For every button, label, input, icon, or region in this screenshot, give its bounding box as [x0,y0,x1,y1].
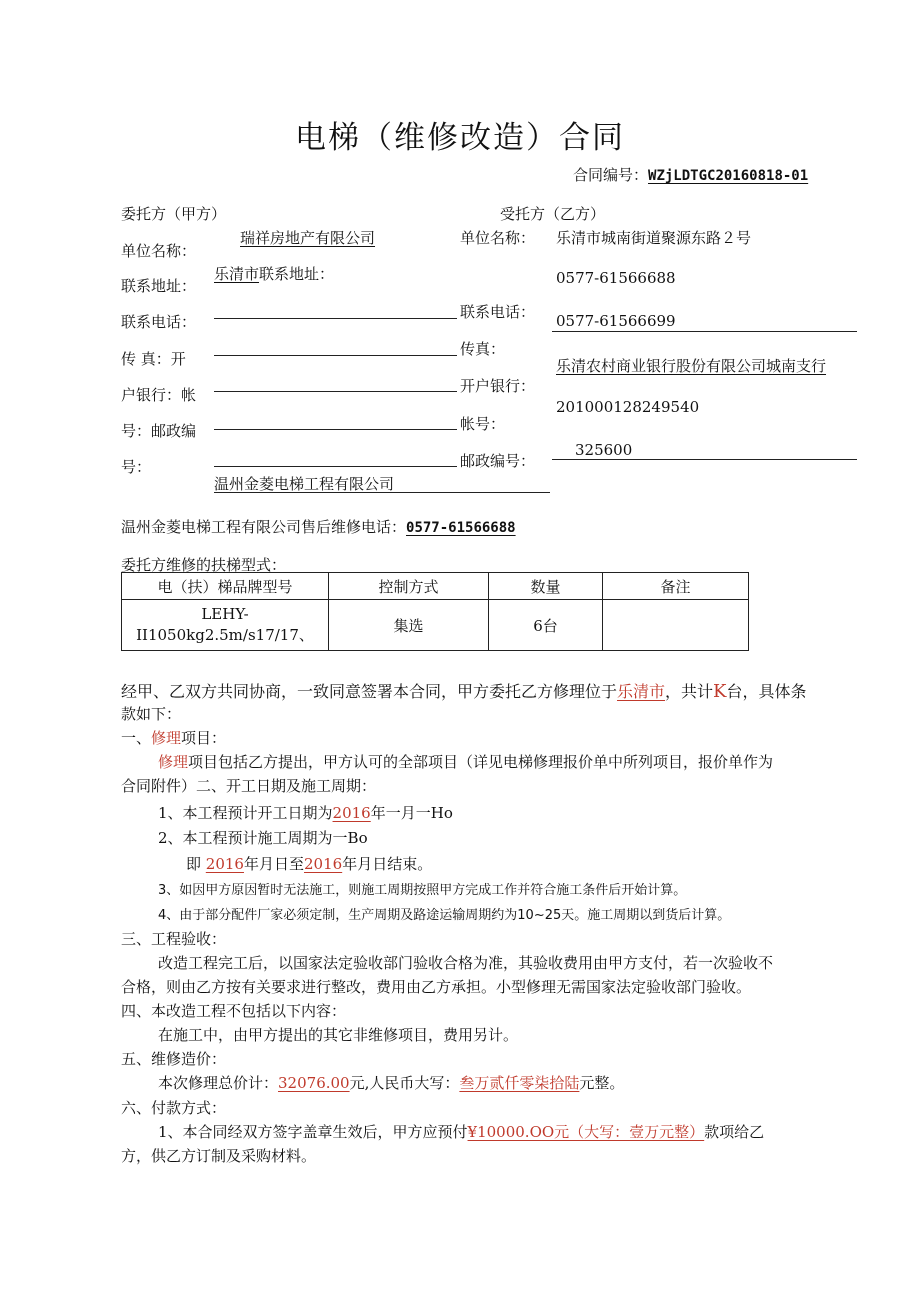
party-a-fax-label: 传 真：开 [121,350,186,368]
party-a-account-label: 号：邮政编 [121,422,197,440]
party-a-phone-label: 联系电话： [121,313,197,331]
table-header-row [122,573,749,600]
party-b-postcode-value: 325600 [575,441,633,459]
s2-i2b-y2: 2016 [304,855,343,873]
cell-note [603,600,749,651]
s1-body-a: 项目包括乙方提出，甲方认可的全部项目（详见电梯修理报价单中所列项目，报价单作为 [188,753,774,771]
table-caption: 委托方维修的扶梯型式： [121,556,287,574]
s1-head-b: 项目： [181,729,227,747]
s2-item-2b [186,853,432,874]
contract-number [573,164,808,185]
party-b-postcode-underline [552,459,857,460]
section-4-line-1: 在施工中，由甲方提出的其它非维修项目，费用另计。 [158,1026,519,1044]
party-a-address-row [214,263,334,284]
s5-b: 元,人民币大写： [349,1074,460,1092]
party-a-unit-value: 瑞祥房地产有限公司 [240,229,376,247]
s2-item-4: 4、由于部分配件厂家必须定制，生产周期及路途运输周期约为10~25天。施工周期以到货后计算。 [158,908,731,923]
cell-control: 集选 [329,600,489,651]
s1-num: 一、 [121,729,152,747]
section-3-line-1: 改造工程完工后，以国家法定验收部门验收合格为准，其验收费用由甲方支付，若一次验收不 [158,954,774,972]
section-6-heading: 六、付款方式： [121,1099,227,1117]
section-1-heading [121,727,226,748]
section-5-line-1 [158,1072,624,1093]
blank-line-phone [214,318,457,319]
intro-line-2: 款如下： [121,705,182,723]
party-b-unit-label: 单位名称： [460,229,536,247]
party-a-bank-label: 户银行：帐 [121,386,197,404]
party-b-address-label: 联系地址： [259,265,335,283]
s5-amount: 32076.00 [278,1074,350,1092]
party-b-fax-value: 乐清农村商业银行股份有限公司城南支行 [556,357,827,375]
party-a-address-label: 联系地址： [121,277,197,295]
blank-line-bank [214,391,457,392]
s1-head-red: 修理 [151,729,182,747]
intro-text: 经甲、乙双方共同协商，一致同意签署本合同，甲方委托乙方修理位于 [121,682,618,701]
section-6-line-1 [158,1121,764,1142]
blank-line-account [214,429,457,430]
party-b-company-underline [214,492,550,493]
s5-words: 叁万贰仟零柒拾陆 [459,1074,580,1092]
s2-item-3: 3、如因甲方原因暂时无法施工，则施工周期按照甲方完成工作并符合施工条件后开始计算。 [158,883,687,898]
party-b-postcode-label: 邮政编号： [460,452,536,470]
cell-model [122,600,329,651]
party-b-bank-value: 201000128249540 [556,398,700,416]
intro-city: 乐清市 [617,682,666,701]
party-b-phone-label: 联系电话： [460,303,536,321]
intro-line-1 [121,679,807,702]
contract-title: 电梯（维修改造）合同 [295,120,625,156]
party-b-fax-label: 传真： [460,340,506,358]
service-hotline-phone: 0577-61566688 [406,520,516,536]
party-a-address-value: 乐清市 [214,265,260,283]
section-4-heading: 四、本改造工程不包括以下内容： [121,1002,347,1020]
s2-i2b-b: 年月日至 [243,855,304,873]
section-5-heading: 五、维修造价： [121,1050,227,1068]
party-b-unit-value: 乐清市城南街道聚源东路２号 [556,229,752,247]
service-hotline [121,516,516,537]
s1-body-red: 修理 [158,753,189,771]
party-b-header: 受托方（乙方） [500,205,606,223]
header-quantity: 数量 [489,573,603,600]
s2-i2b-c: 年月日结束。 [342,855,433,873]
cell-model-line2: II1050kg2.5m∕s17/17、 [136,626,314,644]
section-1-body-2: 合同附件）二、开工日期及施工周期： [121,777,377,795]
s5-a: 本次修理总价计： [158,1074,279,1092]
party-a-postcode-label: 号： [121,458,152,476]
party-b-company: 温州金菱电梯工程有限公司 [214,475,395,493]
party-a-header: 委托方（甲方） [121,205,227,223]
s2-i2b-y1: 2016 [205,855,244,873]
section-6-line-2: 方，供乙方订制及采购材料。 [121,1147,317,1165]
s6-amount: ¥10000.OO元（大写：壹万元整） [467,1123,705,1141]
intro-text-2: ，共计 [665,682,714,701]
blank-line-fax [214,355,457,356]
party-b-phone-value: 0577-61566699 [556,312,676,330]
party-b-phone-underline [552,331,857,332]
party-b-address-value: 0577-61566688 [556,269,676,287]
header-note: 备注 [603,573,749,600]
party-a-unit-label: 单位名称： [121,242,197,260]
header-model: 电（扶）梯品牌型号 [122,573,329,600]
s2-item-1 [158,802,453,823]
s2-i1-a: 1、本工程预计开工日期为 [158,804,333,822]
blank-line-postcode [214,466,457,467]
s6-b: 款项给乙 [704,1123,765,1141]
s6-a: 1、本合同经双方签字盖章生效后，甲方应预付 [158,1123,468,1141]
cell-quantity: 6台 [489,600,603,651]
s5-c: 元整。 [579,1074,625,1092]
header-control: 控制方式 [329,573,489,600]
contract-number-label: 合同编号： [573,166,649,184]
party-b-account-label: 帐号： [460,415,506,433]
elevator-spec-table [121,572,749,651]
contract-number-value: WZjLDTGC20160818-01 [648,168,809,184]
s2-item-2: 2、本工程预计施工周期为一Bo [158,829,368,847]
intro-count: K [713,681,727,702]
service-hotline-label: 温州金菱电梯工程有限公司售后维修电话： [121,518,407,536]
party-b-bank-label: 开户银行： [460,377,536,395]
intro-text-3: 台，具体条 [726,682,807,701]
s2-i1-b: 年一月一Ho [370,804,453,822]
section-3-line-2: 合格，则由乙方按有关要求进行整改，费用由乙方承担。小型修理无需国家法定验收部门验收。 [121,978,752,996]
s2-i1-year: 2016 [332,804,371,822]
cell-model-line1: LEHY- [201,605,249,623]
section-3-heading: 三、工程验收： [121,930,227,948]
table-row [122,600,749,651]
section-1-body-1 [158,751,773,772]
s2-i2b-a: 即 [186,855,202,873]
